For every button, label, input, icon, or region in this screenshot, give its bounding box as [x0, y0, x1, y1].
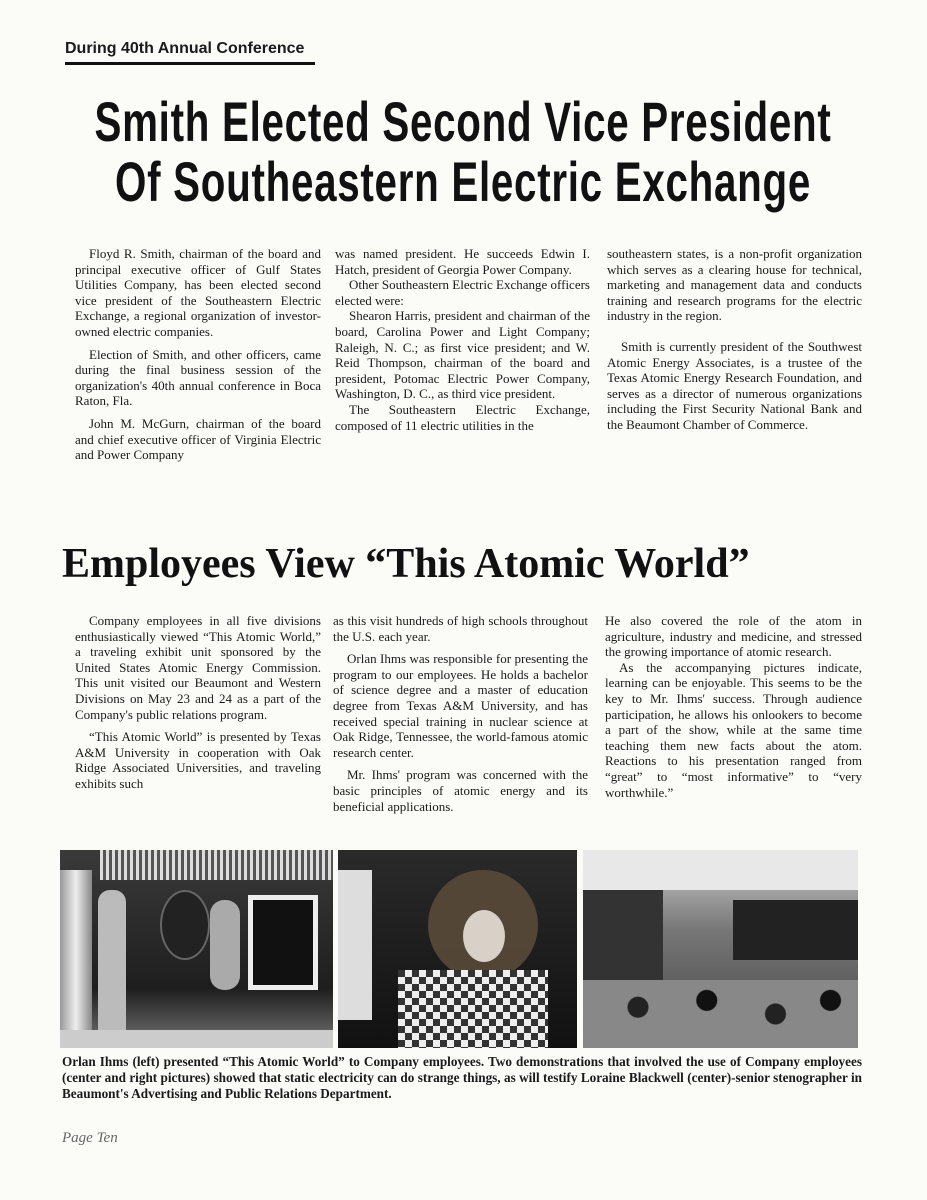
paragraph: Shearon Harris, president and chairman of the board, Carolina Power and Light Company; Raleigh, N. C.; as first vice president; and W. Reid Thompson, chairman of the board and president, Potomac Electric Power Company, Washington, D. C., as third vice president.: [335, 308, 590, 402]
paragraph: The Southeastern Electric Exchange, composed of 11 electric utilities in the: [335, 401, 590, 433]
paragraph: John M. McGurn, chairman of the board and chief executive officer of Virginia Electric and Power Company: [75, 415, 321, 463]
paragraph: Smith is currently president of the Southwest Atomic Energy Associates, is a trustee of the Texas Atomic Energy Research Foundation, and serves as a director of numerous organizations including the First Security National Bank and the Beaumont Chamber of Commerce.: [607, 338, 862, 432]
paragraph: He also covered the role of the atom in agriculture, industry and medicine, and stressed the growing importance of atomic research.: [605, 613, 862, 660]
headline: [0, 92, 927, 212]
paragraph: as this visit hundreds of high schools throughout the U.S. each year.: [333, 613, 588, 644]
photo-static-hair: [338, 850, 577, 1048]
article2-headline: Employees View “This Atomic World”: [62, 541, 750, 587]
photo-audience: [583, 850, 858, 1048]
paragraph: “This Atomic World” is presented by Texas A&M University in cooperation with Oak Ridge Associated Universities, and traveling exhibits such: [75, 729, 321, 791]
article1-column-1: [75, 246, 321, 463]
headline-line-2: Of Southeastern Electric Exchange: [115, 150, 811, 213]
article1-column-2: [335, 246, 590, 433]
article2-column-3: [605, 613, 862, 800]
paragraph: Mr. Ihms' program was concerned with the basic principles of atomic energy and its beneficial applications.: [333, 767, 588, 814]
article2-column-2: [333, 613, 588, 821]
paragraph: As the accompanying pictures indicate, learning can be enjoyable. This seems to be the key to Mr. Ihms' success. Through audience participation, he allows his onlookers to become a part of the show, while at the same time teaching them new facts about the atom. Reactions to his presentation ranged from “great” to “most informative” to “very worthwhile.”: [605, 659, 862, 800]
paragraph: Election of Smith, and other officers, came during the final business session of the organization's 40th annual conference in Boca Raton, Fla.: [75, 346, 321, 409]
paragraph: Other Southeastern Electric Exchange officers elected were:: [335, 277, 590, 308]
paragraph: was named president. He succeeds Edwin I. Hatch, president of Georgia Power Company.: [335, 246, 590, 277]
kicker: During 40th Annual Conference: [65, 40, 315, 65]
article1-column-3: [607, 246, 862, 440]
paragraph: southeastern states, is a non-profit organization which serves as a clearing house for technical, marketing and management data and conducts training and research programs for the electric industry in the region.: [607, 246, 862, 324]
headline-line-1: Smith Elected Second Vice President: [94, 90, 832, 153]
paragraph: Company employees in all five divisions enthusiastically viewed “This Atomic World,” a traveling exhibit unit sponsored by the United States Atomic Energy Commission. This unit visited our Beaumont and Western Divisions on May 23 and 24 as a part of the Company's public relations program.: [75, 613, 321, 722]
paragraph: Floyd R. Smith, chairman of the board and principal executive officer of Gulf States Utilities Company, has been elected second vice president of the Southeastern Electric Exchange, a regional organization of investor-owned electric companies.: [75, 246, 321, 339]
paragraph: Orlan Ihms was responsible for presenting the program to our employees. He holds a bachelor of science degree and a master of education degree from Texas A&M University, and has received special training in nuclear science at Oak Ridge, Tennessee, the world-famous atomic research center.: [333, 651, 588, 760]
article2-column-1: [75, 613, 321, 792]
photo-caption: Orlan Ihms (left) presented “This Atomic World” to Company employees. Two demonstrations that involved the use of Company employees (center and right pictures) showed that static electricity can do strange things, as will testify Loraine Blackwell (center)-senior stenographer in Beaumont's Advertising and Public Relations Department.: [62, 1054, 862, 1101]
page-number: Page Ten: [62, 1130, 118, 1146]
photo-presenter: [60, 850, 333, 1048]
